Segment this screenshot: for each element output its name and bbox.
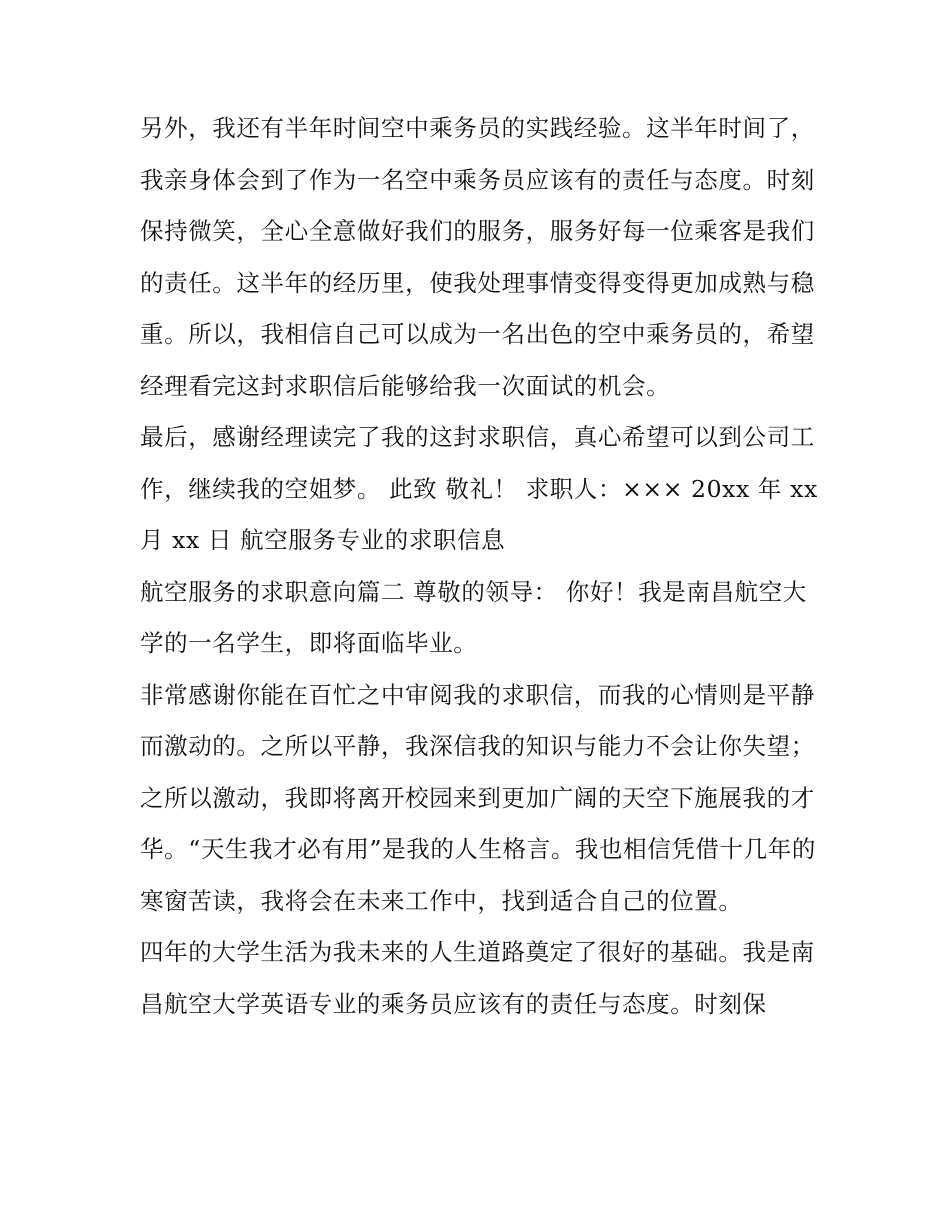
paragraph-experience: 另外，我还有半年时间空中乘务员的实践经验。这半年时间了，我亲身体会到了作为一名空中乘务员应该有的责任与态度。时刻保持微笑，全心全意做好我们的服务，服务好每一位乘客是我们的责任。这半年的经历里，使我处理事情变得变得更加成熟与稳重。所以，我相信自己可以成为一名出色的空中乘务员的，希望经理看完这封求职信后能够给我一次面试的机会。 — [140, 114, 815, 400]
paragraph-gratitude: 非常感谢你能在百忙之中审阅我的求职信，而我的心情则是平静而激动的。之所以平静，我深信我的知识与能力不会让你失望；之所以激动，我即将离开校园来到更加广阔的天空下施展我的才华。“天生我才必有用”是我的人生格言。我也相信凭借十几年的寒窗苦读，我将会在未来工作中，找到适合自己的位置。 — [140, 680, 816, 915]
paragraph-closing: 最后，感谢经理读完了我的这封求职信，真心希望可以到公司工作，继续我的空姐梦。 此致 敬礼！ 求职人：××× 20xx 年 xx 月 xx 日 航空服务专业的求职信息 — [140, 423, 818, 554]
paragraph-letter-two-intro: 航空服务的求职意向篇二 尊敬的领导： 你好！我是南昌航空大学的一名学生，即将面临毕业。 — [140, 577, 807, 657]
document-body — [140, 103, 820, 1030]
paragraph-university: 四年的大学生活为我未来的人生道路奠定了很好的基础。我是南昌航空大学英语专业的乘务员应该有的责任与态度。时刻保 — [140, 938, 815, 1018]
